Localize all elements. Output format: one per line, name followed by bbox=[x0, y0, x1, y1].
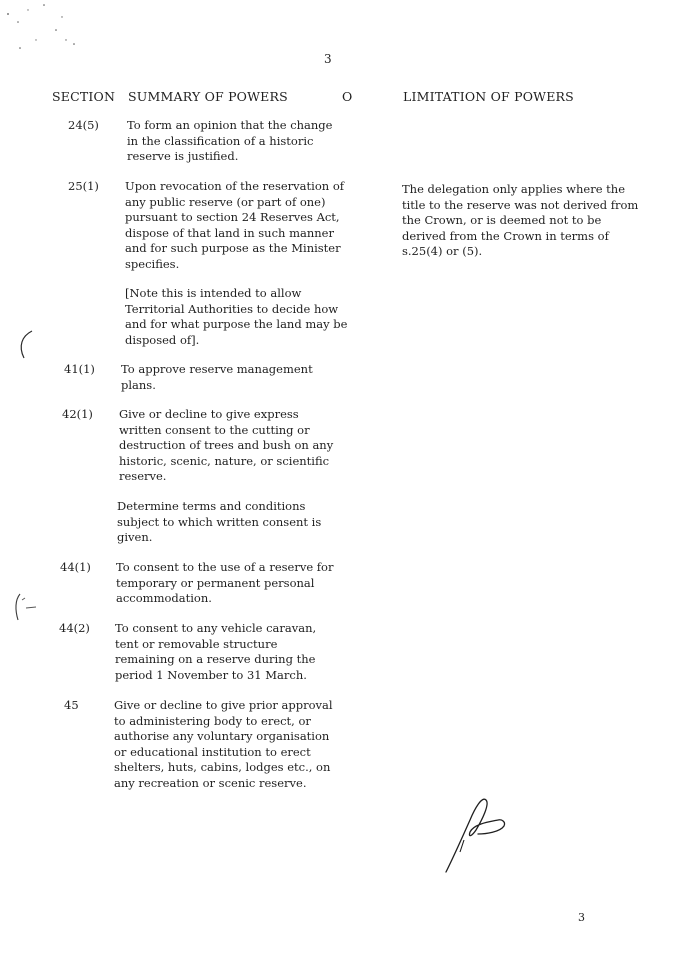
section-number: 25(1) bbox=[68, 179, 99, 193]
summary-text: Give or decline to give express written consent to the cutting or destruction of trees and bush on any historic, scenic, nature, or scientific reserve. bbox=[119, 407, 334, 484]
summary-text: To consent to any vehicle caravan, tent or removable structure remaining on a reserve during the period 1 November to 31 March. bbox=[115, 621, 317, 682]
section-number: 24(5) bbox=[68, 118, 99, 132]
summary-text: Upon revocation of the reservation of any public reserve (or part of one) pursuant to section 24 Reserves Act, dispose of that land in such manner and for such purpose as the Minister specifies. bbox=[125, 179, 344, 271]
limitation-text: The delegation only applies where the title to the reserve was not derived from the Crown, or is deemed not to be derived from the Crown in terms of s.25(4) or (5). bbox=[402, 182, 639, 259]
summary-text: To consent to the use of a reserve for temporary or permanent personal accommodation. bbox=[116, 560, 334, 606]
section-number: 41(1) bbox=[64, 362, 95, 376]
header-section: SECTION bbox=[52, 89, 116, 104]
page-number-bottom: 3 bbox=[578, 911, 585, 924]
margin-bracket-mark bbox=[14, 328, 38, 362]
header-limitation-of-powers: LIMITATION OF POWERS bbox=[403, 89, 574, 104]
section-number: 45 bbox=[64, 698, 79, 712]
summary-note: Determine terms and conditions subject to which written consent is given. bbox=[117, 499, 322, 545]
page-number-top: 3 bbox=[324, 52, 332, 66]
summary-note: [Note this is intended to allow Territorial Authorities to decide how and for what purpose the land may be disposed of]. bbox=[125, 286, 348, 347]
summary-text: To form an opinion that the change in the classification of a historic reserve is justified. bbox=[127, 118, 333, 164]
header-marker: O bbox=[342, 89, 353, 104]
signature-icon bbox=[440, 790, 520, 880]
section-number: 44(1) bbox=[60, 560, 91, 574]
summary-text: Give or decline to give prior approval to administering body to erect, or authorise any voluntary organisation or educational institution to erect shelters, huts, cabins, lodges etc., on any recreation or scenic reserve. bbox=[114, 698, 333, 790]
scan-speckle-marks bbox=[0, 0, 90, 60]
section-number: 44(2) bbox=[59, 621, 90, 635]
header-summary-of-powers: SUMMARY OF POWERS bbox=[128, 89, 288, 104]
section-number: 42(1) bbox=[62, 407, 93, 421]
margin-bracket-mark bbox=[6, 590, 40, 624]
summary-text: To approve reserve management plans. bbox=[121, 362, 313, 392]
